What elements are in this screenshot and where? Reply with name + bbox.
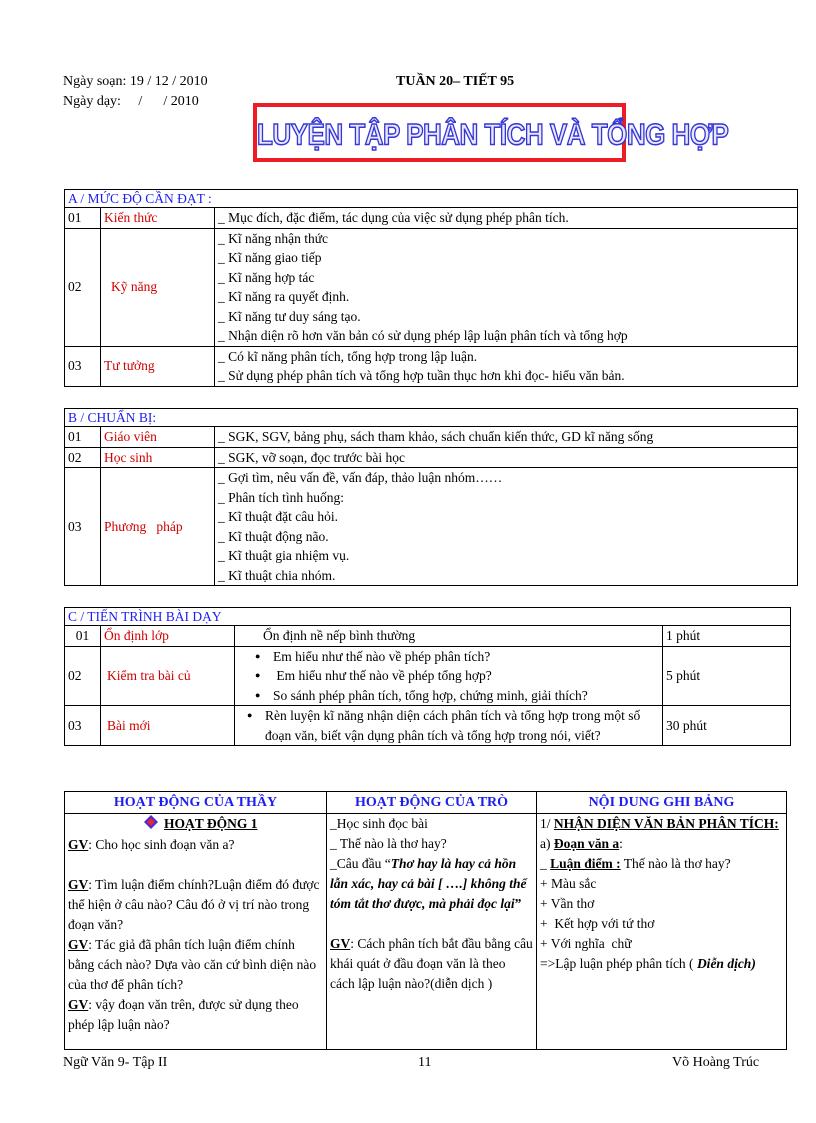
- quote-close: ”: [514, 896, 522, 911]
- table-row: [65, 346, 798, 386]
- section-b-table: [64, 408, 798, 586]
- sub-num: a): [540, 836, 554, 851]
- activities-table: [64, 791, 787, 1050]
- student-column: [327, 814, 537, 1050]
- activity-title: [68, 814, 323, 835]
- ld-label: Luận điểm :: [550, 856, 621, 871]
- table-row: [65, 646, 791, 706]
- heading-num: 1/: [540, 816, 554, 831]
- row-text: Ổn định nề nếp bình thường: [235, 626, 663, 647]
- content-item: + Kết hợp với tứ thơ: [540, 916, 655, 931]
- page-number: 11: [418, 1055, 432, 1070]
- sub-colon: :: [619, 836, 623, 851]
- table-row: [65, 228, 798, 346]
- row-num: 01: [65, 427, 101, 448]
- section-a-table: [64, 189, 798, 387]
- row-text: _ SGK, vỡ soạn, đọc trước bài học: [215, 447, 798, 468]
- row-num: 01: [65, 626, 101, 647]
- gv-label: GV: [68, 836, 89, 852]
- row-label: Kiến thức: [101, 208, 215, 229]
- gv-text: : Tác giả đã phân tích luận điểm chính bằng cách nào? Dựa vào căn cứ bình diện nào của thơ để phân tích?: [68, 936, 317, 992]
- heading-text: NHẬN DIỆN VĂN BẢN PHÂN TÍCH:: [553, 816, 779, 831]
- content-column: [537, 814, 787, 1050]
- bullet: ● Em hiểu như thế nào về phép phân tích?: [251, 647, 659, 667]
- col-teacher-head: HOẠT ĐỘNG CỦA THẦY: [65, 792, 327, 814]
- row-text: [215, 228, 798, 346]
- section-b-heading: B / CHUẨN BỊ:: [65, 409, 798, 427]
- bullet: ● So sánh phép phân tích, tổng hợp, chứng minh, giải thích?: [251, 686, 659, 706]
- row-time: 1 phút: [663, 626, 791, 647]
- content-item: + Với nghĩa chữ: [540, 936, 632, 951]
- teacher-q3: [68, 935, 323, 995]
- col-student-head: HOẠT ĐỘNG CỦA TRÒ: [327, 792, 537, 814]
- line: _ Gợi tìm, nêu vấn đề, vấn đáp, thảo luận nhóm……: [218, 470, 503, 485]
- row-text: _ Mục đích, đặc điểm, tác dụng của việc sử dụng phép phân tích.: [215, 208, 798, 229]
- row-num: 02: [65, 447, 101, 468]
- table-row: [65, 208, 798, 229]
- bullet: ● Rèn luyện kĩ năng nhận diện cách phân tích và tổng hợp trong một số đoạn văn, biết vận dụng phân tích và tổng hợp trong nói, viết?: [243, 706, 646, 745]
- line: _ Kĩ năng nhận thức: [218, 230, 329, 246]
- row-text: _ SGK, SGV, bảng phụ, sách tham khảo, sách chuẩn kiến thức, GD kĩ năng sống: [215, 427, 798, 448]
- section-a-heading: A / MỨC ĐỘ CẦN ĐẠT :: [65, 190, 798, 208]
- table-row: [65, 706, 791, 746]
- row-text: [235, 646, 663, 706]
- line: _ Kĩ năng ra quyết định.: [218, 289, 350, 304]
- ngay-day: Ngày dạy: / / 2010: [63, 94, 199, 109]
- row-num: 03: [65, 346, 101, 386]
- content-item: + Màu sắc: [540, 876, 597, 891]
- gv-text: : vậy đoạn văn trên, được sử dụng theo phép lập luận nào?: [68, 996, 299, 1032]
- content-conclusion: [540, 954, 783, 974]
- conc-text: =>Lập luận phép phân tích (: [540, 956, 697, 971]
- ngay-soan: Ngày soạn: 19 / 12 / 2010: [63, 74, 208, 89]
- section-c-table: [64, 607, 791, 746]
- teacher-q2: [68, 875, 323, 935]
- table-row: [65, 427, 798, 448]
- ld-dash: _: [540, 856, 551, 871]
- footer-right: Võ Hoàng Trúc: [672, 1055, 760, 1070]
- student-quote: [330, 854, 533, 914]
- table-row: [65, 447, 798, 468]
- line: _ Kĩ thuật chia nhóm.: [218, 567, 336, 583]
- title-box: [253, 103, 729, 162]
- line: _ Sử dụng phép phân tích và tổng hợp tuần thục hơn khi đọc- hiểu văn bản.: [218, 368, 625, 383]
- row-num: 01: [65, 208, 101, 229]
- row-time: 5 phút: [663, 646, 791, 706]
- content-sub: [540, 834, 783, 854]
- row-num: 03: [65, 706, 101, 746]
- row-text: [215, 468, 798, 586]
- row-num: 03: [65, 468, 101, 586]
- tuan-tiet: TUẦN 20– TIẾT 95: [396, 74, 515, 89]
- gv-text: : Cho học sinh đoạn văn a?: [88, 836, 235, 852]
- line: _ Có kĩ năng phân tích, tổng hợp trong lập luận.: [218, 348, 478, 364]
- row-num: 02: [65, 228, 101, 346]
- line: _ Kĩ năng giao tiếp: [218, 250, 322, 265]
- teacher-column: [65, 814, 327, 1050]
- row-label: Học sinh: [101, 447, 215, 468]
- line: _ Kĩ năng hợp tác: [218, 269, 315, 285]
- row-label: Phương pháp: [101, 468, 215, 586]
- content-item: + Vần thơ: [540, 896, 595, 911]
- quote-text: Thơ hay là hay cả hồn lẫn xác, hay cả bài [ ….] không thể tóm tắt thơ được, mà phải đọc lại: [330, 856, 527, 911]
- quote-open: _Câu đầu “: [330, 856, 391, 871]
- teacher-q4: [68, 995, 323, 1035]
- bullet: ● Em hiểu như thế nào về phép tổng hợp?: [251, 666, 659, 686]
- gv-label: GV: [68, 876, 89, 892]
- line: _ Kĩ thuật gia nhiệm vụ.: [218, 548, 350, 563]
- student-line: _ Thế nào là thơ hay?: [330, 836, 447, 851]
- activity-1-label: HOẠT ĐỘNG 1: [164, 816, 258, 831]
- row-label: Bài mới: [101, 706, 235, 746]
- row-label: Kỹ năng: [101, 228, 215, 346]
- sub-text: Đoạn văn a: [553, 836, 620, 851]
- footer-left: Ngữ Văn 9- Tập II: [63, 1055, 168, 1070]
- line: _ Phân tích tình huống:: [218, 489, 344, 505]
- row-label: Ổn định lớp: [101, 626, 235, 647]
- gv-text: : Tìm luận điểm chính?Luận điểm đó được thể hiện ở câu nào? Câu đó ở vị trí nào trong đoạn văn?: [68, 876, 320, 932]
- line: _ Kĩ năng tư duy sáng tạo.: [218, 308, 361, 324]
- row-time: 30 phút: [663, 706, 791, 746]
- line: _ Kĩ thuật động não.: [218, 528, 329, 544]
- col-content-head: NỘI DUNG GHI BẢNG: [537, 792, 787, 814]
- row-label: Giáo viên: [101, 427, 215, 448]
- line: _ Nhận diện rõ hơn văn bản có sử dụng phép lập luận phân tích và tổng hợp: [218, 328, 628, 343]
- row-num: 02: [65, 646, 101, 706]
- pointer-icon: [144, 815, 158, 835]
- gv-label: GV: [330, 936, 351, 951]
- row-text: [215, 346, 798, 386]
- ld-text: Thế nào là thơ hay?: [620, 856, 731, 871]
- table-row: [65, 468, 798, 586]
- lesson-title: LUYỆN TẬP PHÂN TÍCH VÀ TỔNG HỢP: [257, 116, 729, 152]
- student-gv: [330, 934, 533, 994]
- content-luan-diem: [540, 854, 783, 874]
- row-text: [235, 706, 663, 746]
- row-label: Tư tưởng: [101, 346, 215, 386]
- section-c-heading: C / TIẾN TRÌNH BÀI DẠY: [65, 608, 791, 626]
- gv-label: GV: [68, 996, 89, 1012]
- conc-bold: Diễn dịch): [696, 956, 756, 971]
- line: _ Kĩ thuật đặt câu hỏi.: [218, 509, 338, 524]
- gv-text: : Cách phân tích bắt đầu bằng câu khái quát ở đầu đoạn văn là theo cách lập luận nào?(diễn dịch ): [330, 936, 533, 991]
- gv-label: GV: [68, 936, 89, 952]
- student-line: _Học sinh đọc bài: [330, 816, 428, 831]
- teacher-q1: [68, 835, 323, 855]
- row-label: Kiểm tra bài củ: [101, 646, 235, 706]
- content-heading: [540, 814, 783, 834]
- table-row: [65, 626, 791, 647]
